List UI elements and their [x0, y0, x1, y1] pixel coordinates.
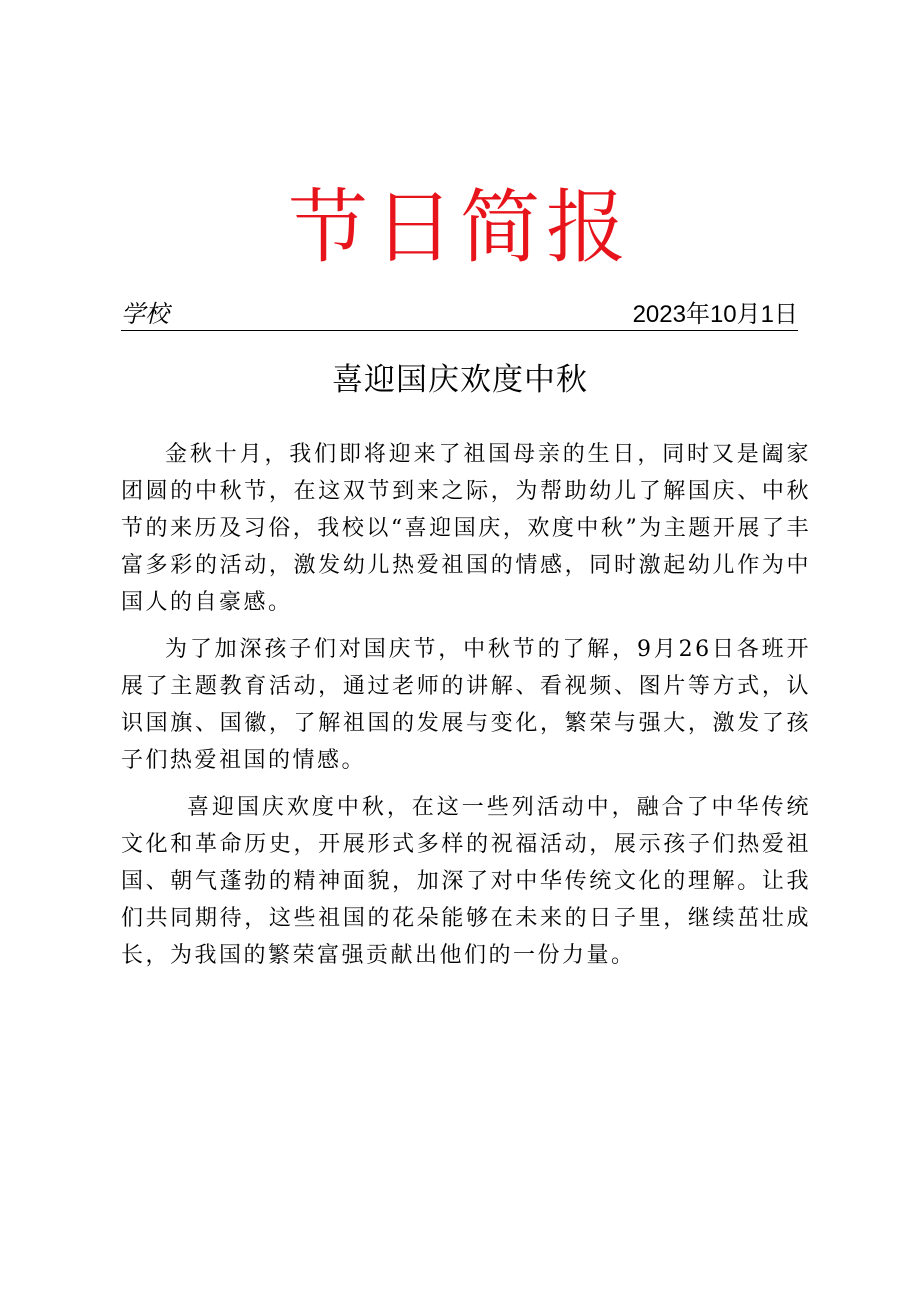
- article-paragraph: 为了加深孩子们对国庆节，中秋节的了解，9月26日各班开展了主题教育活动，通过老师的讲解、看视频、图片等方式，认识国旗、国徽，了解祖国的发展与变化，繁荣与强大，激发了孩子们热爱祖国的情感。: [121, 637, 811, 773]
- masthead-title: 节日简报: [288, 181, 632, 274]
- article-paragraph: 金秋十月，我们即将迎来了祖国母亲的生日，同时又是阖家团圆的中秋节，在这双节到来之际，为帮助幼儿了解国庆、中秋节的来历及习俗，我校以“喜迎国庆，欢度中秋”为主题开展了丰富多彩的活动，激发幼儿热爱祖国的情感，同时激起幼儿作为中国人的自豪感。: [121, 442, 811, 615]
- article-paragraph: 喜迎国庆欢度中秋，在这一些列活动中，融合了中华传统文化和革命历史，开展形式多样的祝福活动，展示孩子们热爱祖国、朝气蓬勃的精神面貌，加深了对中华传统文化的理解。让我们共同期待，这些祖国的花朵能够在未来的日子里，继续茁壮成长，为我国的繁荣富强贡献出他们的一份力量。: [121, 795, 811, 968]
- school-label: 学校: [121, 301, 169, 328]
- school-date-line: [121, 300, 798, 331]
- issue-date: 2023年10月1日: [632, 301, 798, 328]
- article-headline: 喜迎国庆欢度中秋: [332, 362, 588, 398]
- article-body: [121, 436, 811, 984]
